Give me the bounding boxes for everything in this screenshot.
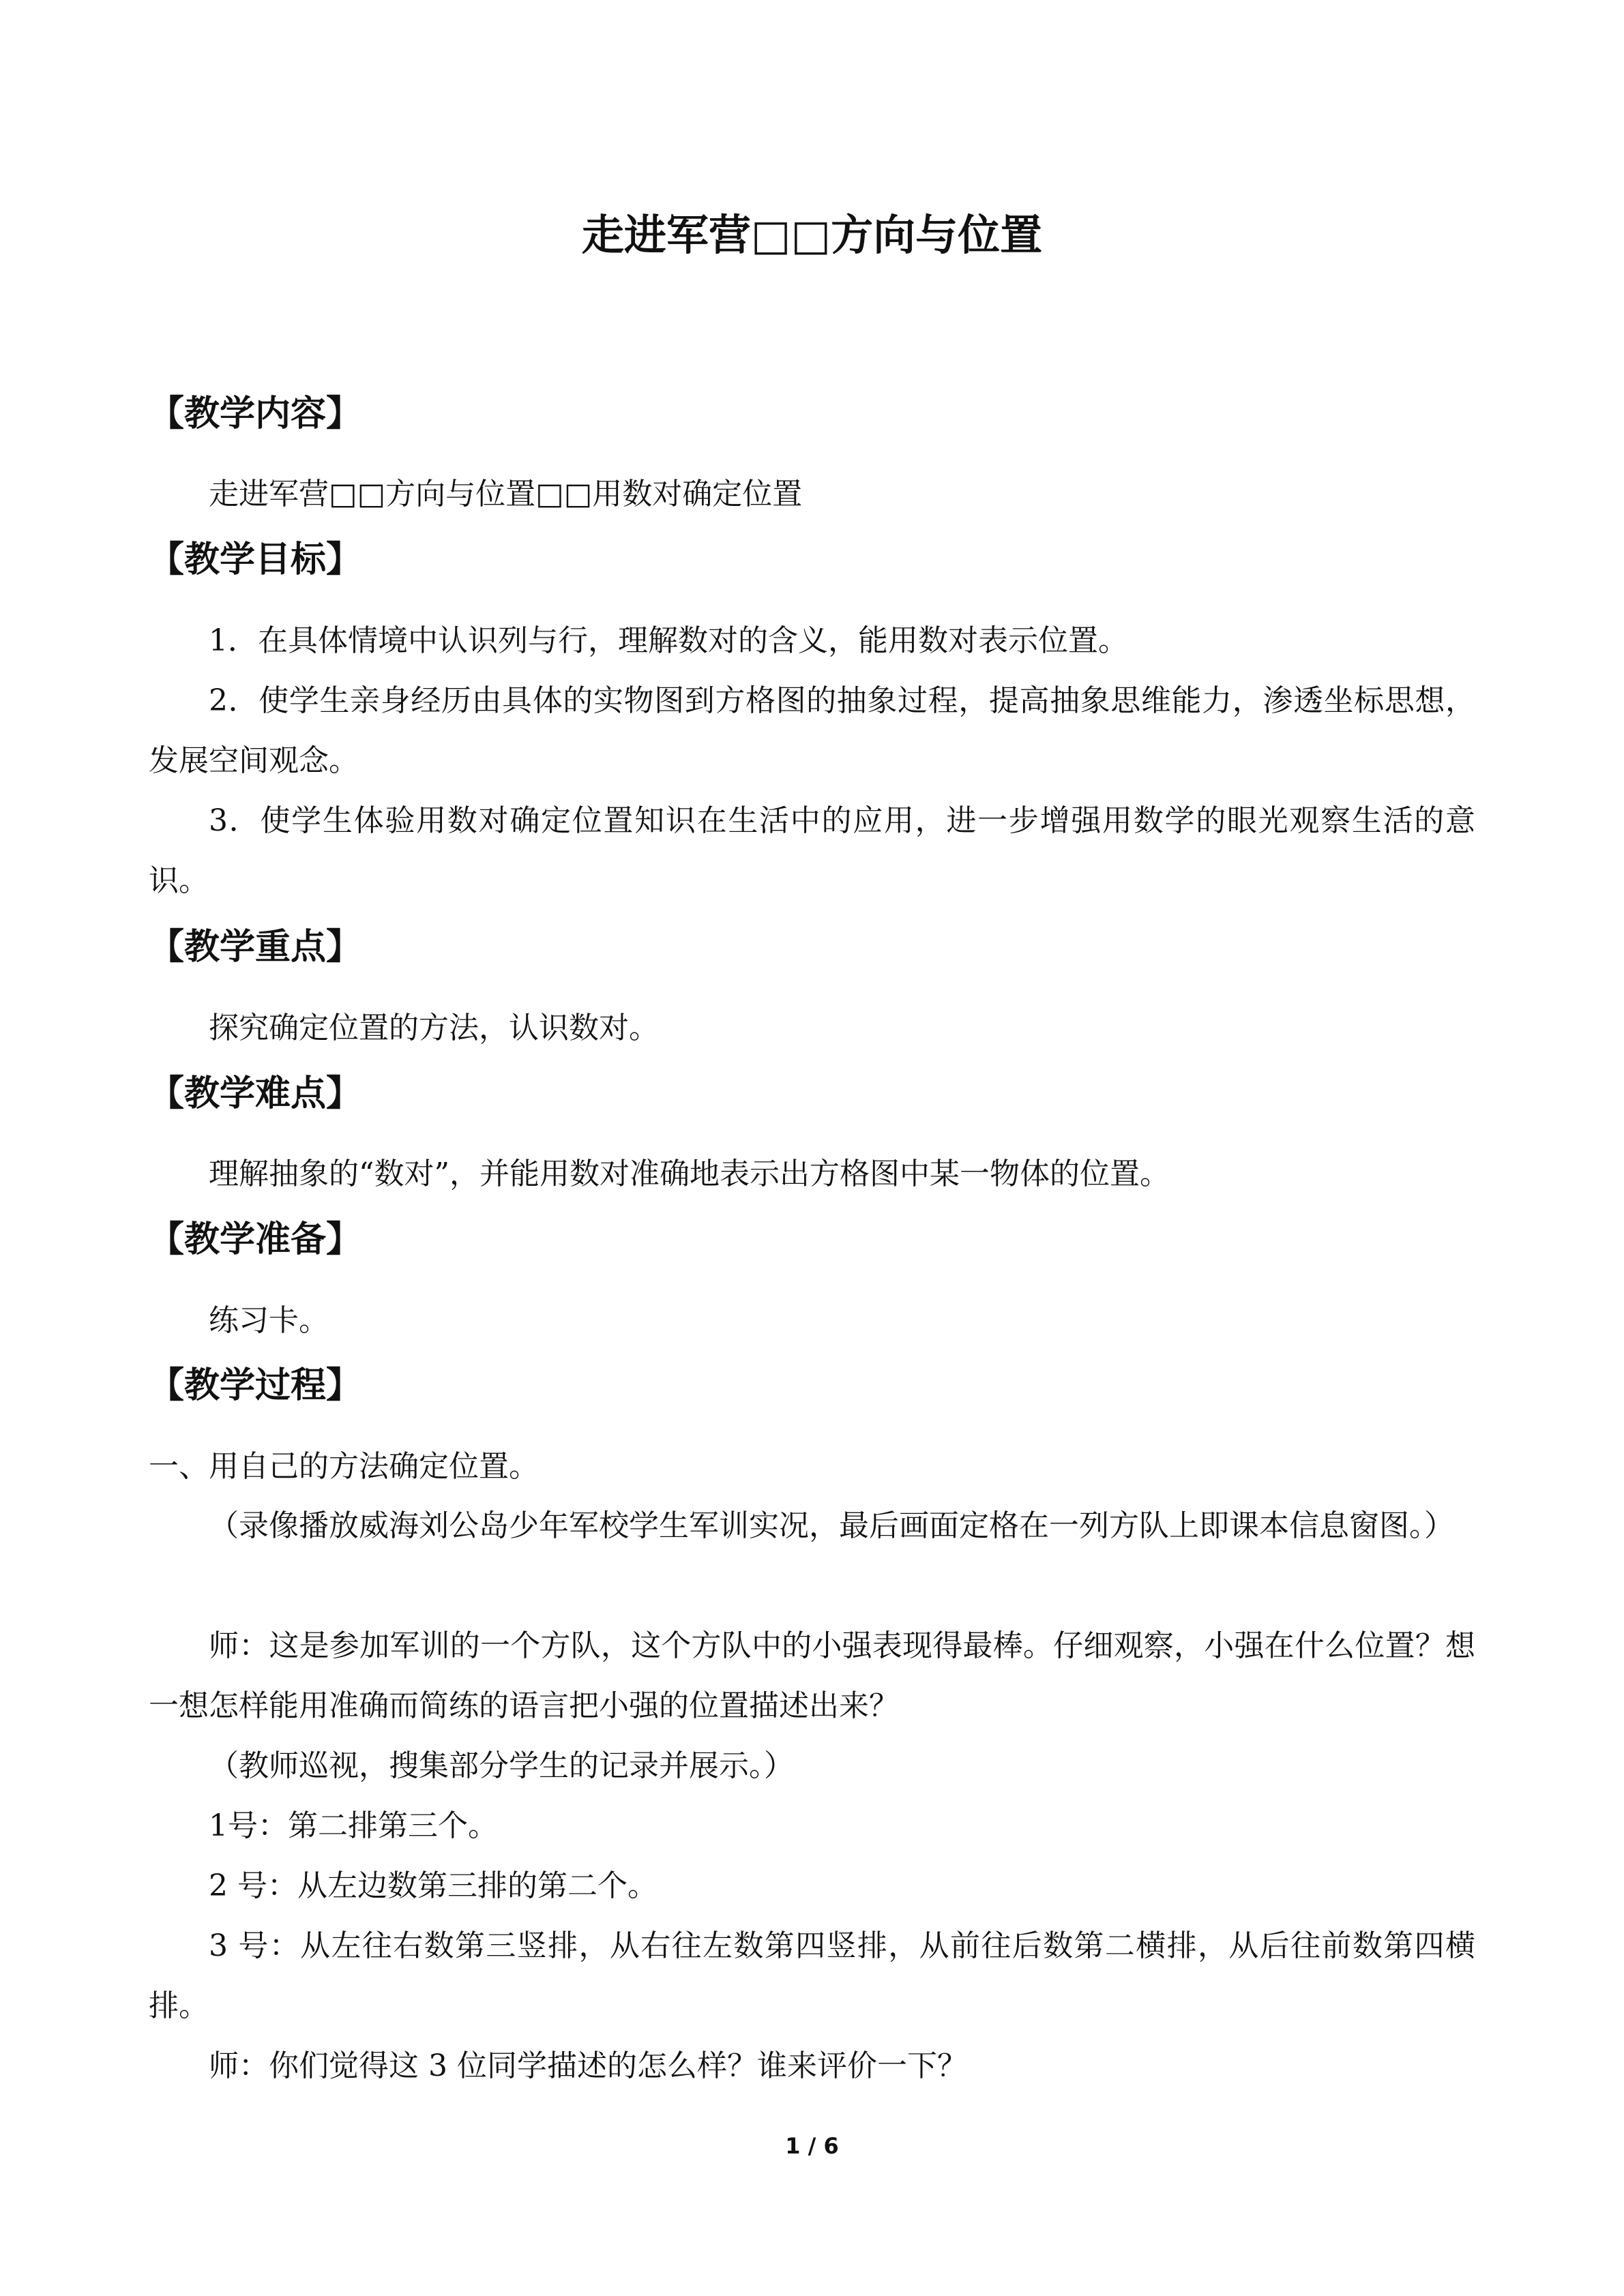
goal-item-3: 3．使学生体验用数对确定位置知识在生活中的应用，进一步增强用数学的眼光观察生活的意识。 [149,803,1475,898]
process-para-4: 1号：第二排第三个。 [209,1808,498,1843]
key-text: 探究确定位置的方法，认识数对。 [209,1011,659,1045]
document-title: 走进军营□□方向与位置 [581,210,1043,260]
heading-prep: 【教学准备】 [149,1219,362,1260]
process-step-1: 一、用自己的方法确定位置。 [149,1449,539,1484]
content-text: 走进军营□□方向与位置□□用数对确定位置 [209,477,803,511]
heading-difficulty: 【教学难点】 [149,1073,362,1114]
process-para-5: 2 号：从左边数第三排的第二个。 [209,1868,658,1903]
process-para-2: 师：这是参加军训的一个方队，这个方队中的小强表现得最棒。仔细观察，小强在什么位置？想一想怎样能用准确而简练的语言把小强的位置描述出来？ [149,1628,1475,1723]
prep-text: 练习卡。 [209,1303,329,1338]
heading-content: 【教学内容】 [149,393,362,434]
process-para-1: （录像播放威海刘公岛少年军校学生军训实况，最后画面定格在一列方队上即课本信息窗图。） [209,1508,1454,1543]
process-para-6: 3 号：从左往右数第三竖排，从右往左数第四竖排，从前往后数第二横排，从后往前数第四横排。 [149,1928,1475,2023]
goal-item-1: 1．在具体情境中认识列与行，理解数对的含义，能用数对表示位置。 [209,623,1128,658]
process-para-3: （教师巡视，搜集部分学生的记录并展示。） [209,1748,794,1783]
heading-key: 【教学重点】 [149,927,362,968]
difficulty-text: 理解抽象的“数对”，并能用数对准确地表示出方格图中某一物体的位置。 [209,1157,1170,1191]
page-number: 1 / 6 [785,2133,839,2159]
heading-process: 【教学过程】 [149,1365,362,1406]
process-para-7: 师：你们觉得这 3 位同学描述的怎么样？谁来评价一下？ [209,2048,967,2083]
goal-item-2: 2．使学生亲身经历由具体的实物图到方格图的抽象过程，提高抽象思维能力，渗透坐标思想，发展空间观念。 [149,683,1475,778]
heading-goals: 【教学目标】 [149,539,362,580]
